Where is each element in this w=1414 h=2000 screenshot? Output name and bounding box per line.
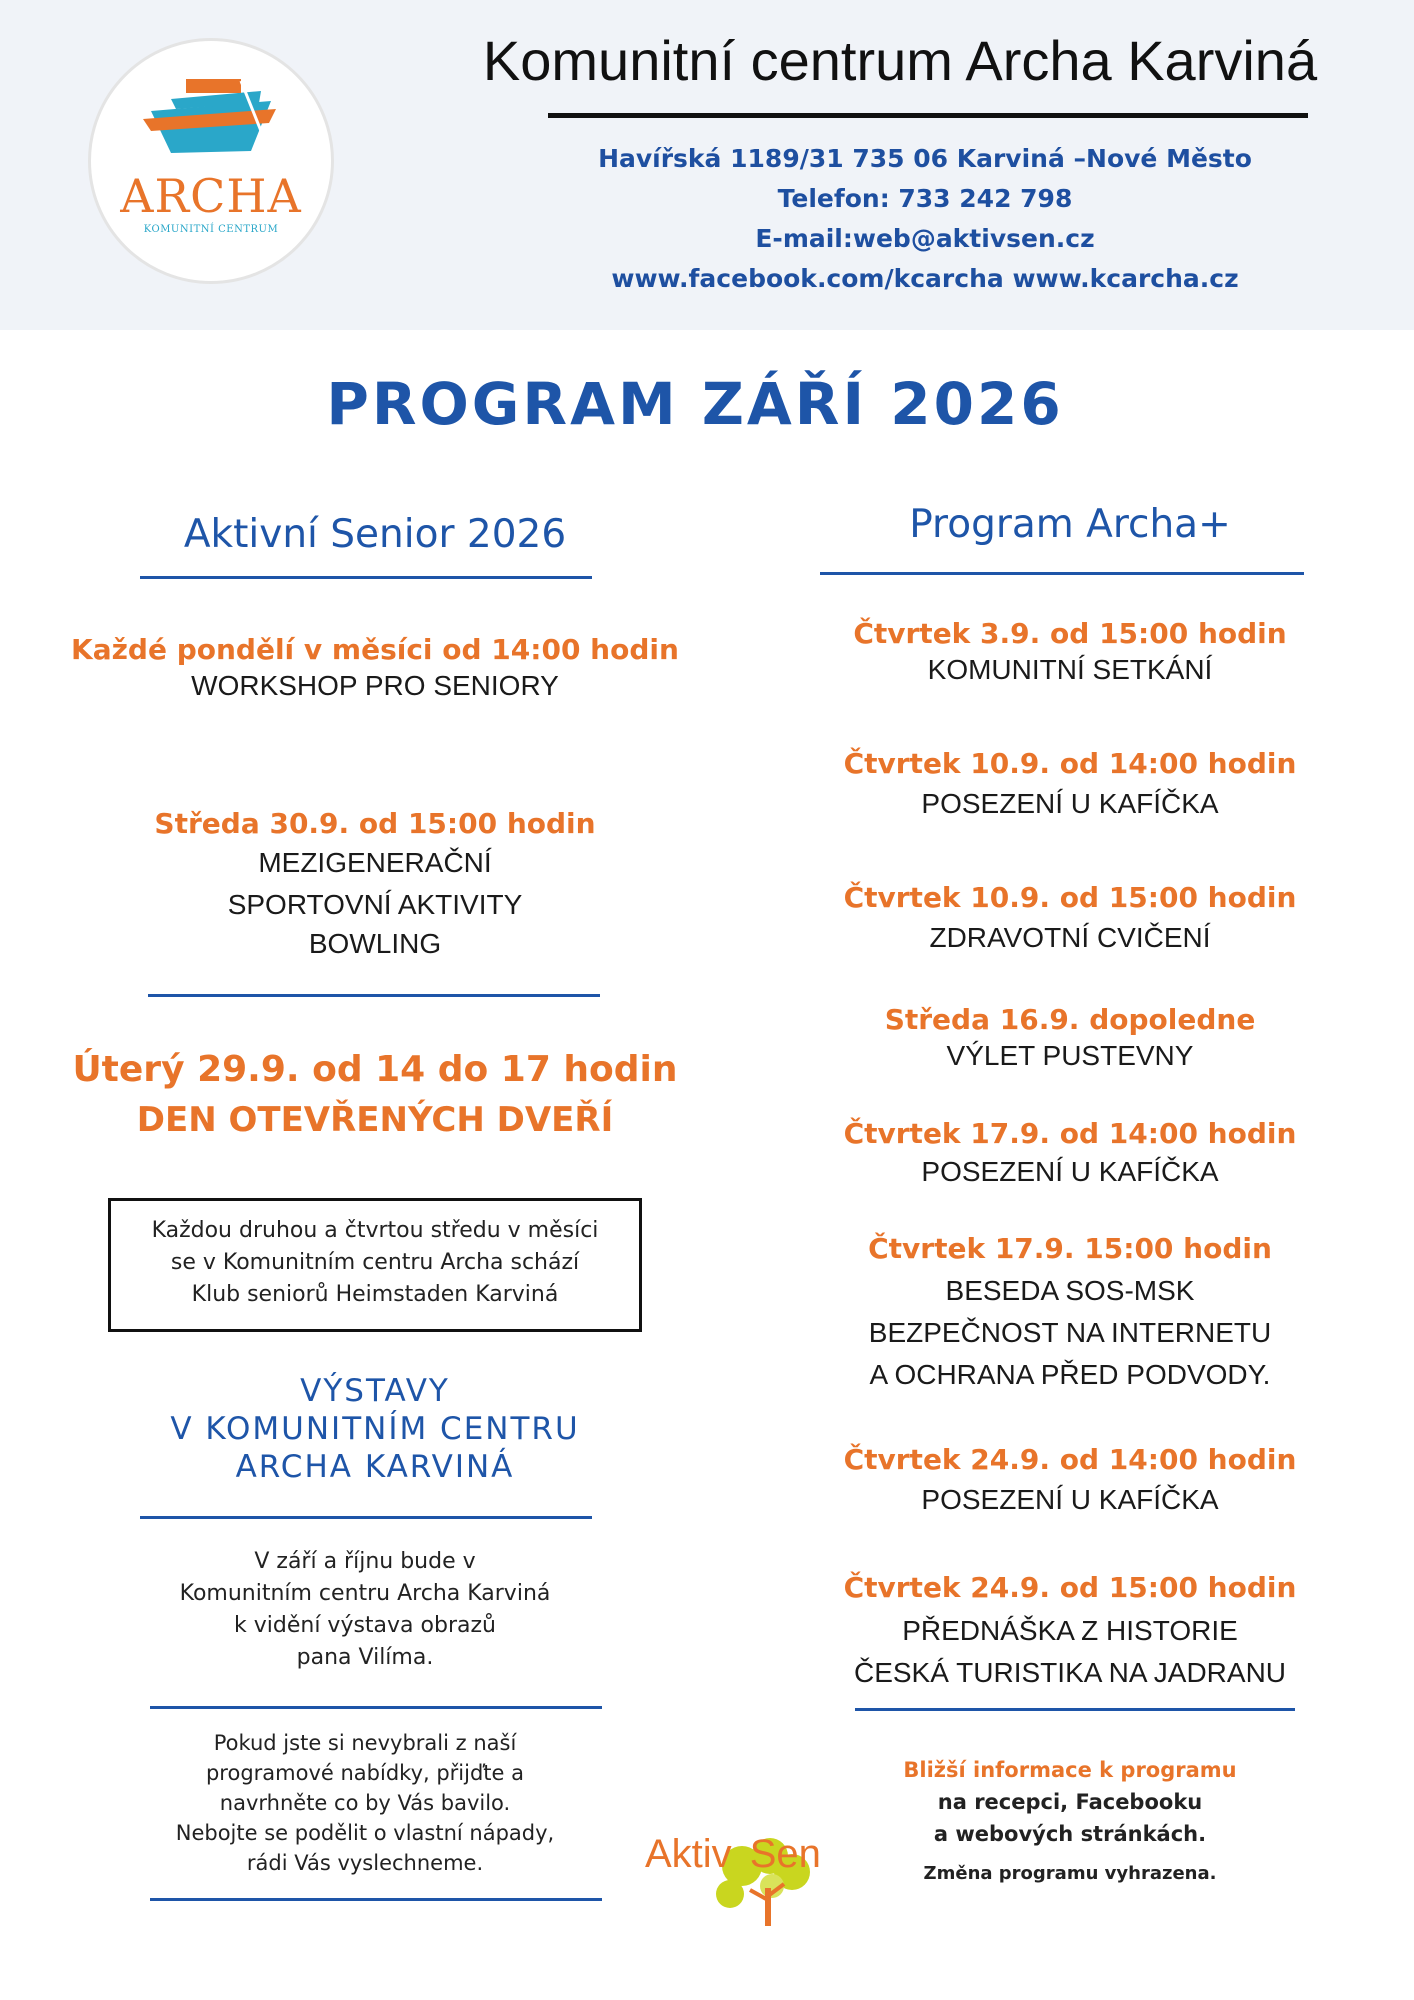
- event-coffee-2: [820, 1114, 1320, 1190]
- event-title: POSEZENÍ U KAFÍČKA: [921, 788, 1219, 819]
- event-time: Středa 16.9. dopoledne: [884, 1003, 1256, 1036]
- event-lecture: [820, 1566, 1320, 1694]
- exhibition-line: V září a říjnu bude v: [254, 1549, 476, 1574]
- left-heading: Aktivní Senior 2026: [183, 512, 567, 557]
- exhibitions-heading-line: ARCHA KARVINÁ: [235, 1449, 515, 1485]
- event-community: [820, 616, 1320, 688]
- event-time: Středa 30.9. od 15:00 hodin: [154, 807, 596, 840]
- event-talk: [820, 1228, 1320, 1396]
- invite-text: [100, 1728, 630, 1878]
- boat-icon: [91, 41, 337, 171]
- event-title: MEZIGENERAČNÍ: [258, 847, 492, 878]
- event-bowling: [60, 806, 690, 962]
- event-title: A OCHRANA PŘED PODVODY.: [869, 1359, 1271, 1390]
- event-time: Čtvrtek 3.9. od 15:00 hodin: [853, 617, 1287, 650]
- event-time: Čtvrtek 24.9. od 15:00 hodin: [843, 1571, 1297, 1604]
- club-box: [108, 1198, 642, 1332]
- event-time: Čtvrtek 24.9. od 14:00 hodin: [843, 1443, 1297, 1476]
- exhibition-line: Komunitním centru Archa Karviná: [179, 1581, 551, 1606]
- info-note: [830, 1754, 1310, 1898]
- club-text: se v Komunitním centru Archa schází: [170, 1250, 580, 1275]
- divider: [820, 572, 1304, 575]
- event-time: Čtvrtek 10.9. od 15:00 hodin: [843, 881, 1297, 914]
- open-day: [60, 1044, 690, 1144]
- phone: Telefon: 733 242 798: [777, 184, 1073, 213]
- aktivsen-right: Sen: [749, 1832, 821, 1876]
- open-day-title: DEN OTEVŘENÝCH DVEŘÍ: [136, 1100, 614, 1140]
- exhibition-line: pana Vilíma.: [296, 1645, 434, 1670]
- club-text: Každou druhou a čtvrtou středu v měsíci: [151, 1218, 599, 1243]
- logo-word: ARCHA: [120, 169, 302, 223]
- event-trip: [820, 1002, 1320, 1074]
- divider: [140, 576, 592, 579]
- invite-line: rádi Vás vyslechneme.: [246, 1851, 484, 1875]
- page-title: PROGRAM ZÁŘÍ 2026: [326, 370, 1064, 438]
- divider: [148, 994, 600, 997]
- event-time: Každé pondělí v měsíci od 14:00 hodin: [71, 633, 679, 666]
- info-line: na recepci, Facebooku: [937, 1790, 1203, 1814]
- event-time: Čtvrtek 17.9. od 14:00 hodin: [843, 1117, 1297, 1150]
- event-coffee-3: [820, 1438, 1320, 1518]
- divider: [140, 1516, 592, 1519]
- archa-logo: [88, 38, 334, 284]
- event-title: ZDRAVOTNÍ CVIČENÍ: [929, 922, 1211, 953]
- event-title: BOWLING: [308, 928, 442, 959]
- info-line: Změna programu vyhrazena.: [923, 1863, 1217, 1884]
- invite-line: Nebojte se podělit o vlastní nápady,: [175, 1821, 555, 1845]
- event-time: Čtvrtek 10.9. od 14:00 hodin: [843, 747, 1297, 780]
- divider: [150, 1898, 602, 1901]
- club-text: Klub seniorů Heimstaden Karviná: [191, 1282, 559, 1307]
- address: Havířská 1189/31 735 06 Karviná –Nové Město: [598, 144, 1252, 173]
- event-title: BEZPEČNOST NA INTERNETU: [868, 1317, 1272, 1348]
- event-title: PŘEDNÁŠKA Z HISTORIE: [902, 1615, 1238, 1646]
- invite-line: Pokud jste si nevybrali z naší: [213, 1731, 517, 1755]
- event-coffee: [820, 742, 1320, 822]
- aktivsen-logo: [645, 1832, 821, 1877]
- event-title: WORKSHOP PRO SENIORY: [191, 670, 559, 701]
- event-title: SPORTOVNÍ AKTIVITY: [227, 889, 523, 920]
- event-title: BESEDA SOS-MSK: [945, 1275, 1195, 1306]
- right-heading: Program Archa+: [909, 502, 1231, 547]
- org-title: Komunitní centrum Archa Karviná: [482, 29, 1318, 92]
- open-day-time: Úterý 29.9. od 14 do 17 hodin: [72, 1049, 678, 1090]
- event-title: KOMUNITNÍ SETKÁNÍ: [927, 654, 1213, 685]
- exhibition-text: [100, 1546, 630, 1674]
- info-line: Bližší informace k programu: [903, 1758, 1237, 1782]
- event-title: POSEZENÍ U KAFÍČKA: [921, 1156, 1219, 1187]
- aktivsen-left: Aktiv: [645, 1832, 732, 1876]
- event-workshop: [60, 632, 690, 704]
- exhibitions-heading: [100, 1372, 650, 1486]
- email: E-mail:web@aktivsen.cz: [755, 224, 1095, 253]
- event-title: ČESKÁ TURISTIKA NA JADRANU: [853, 1657, 1287, 1688]
- web-links: www.facebook.com/kcarcha www.kcarcha.cz: [611, 264, 1239, 293]
- exhibitions-heading-line: V KOMUNITNÍM CENTRU: [170, 1411, 580, 1447]
- event-title: VÝLET PUSTEVNY: [946, 1040, 1194, 1071]
- invite-line: navrhněte co by Vás bavilo.: [219, 1791, 511, 1815]
- event-time: Čtvrtek 17.9. 15:00 hodin: [868, 1232, 1272, 1265]
- exhibition-line: k vidění výstava obrazů: [234, 1613, 496, 1638]
- logo-subtext: KOMUNITNÍ CENTRUM: [143, 224, 279, 235]
- info-line: a webových stránkách.: [933, 1822, 1207, 1846]
- invite-line: programové nabídky, přijďte a: [205, 1761, 525, 1785]
- divider: [855, 1708, 1295, 1711]
- divider: [150, 1706, 602, 1709]
- exhibitions-heading-line: VÝSTAVY: [300, 1373, 450, 1409]
- event-exercise: [820, 876, 1320, 956]
- event-title: POSEZENÍ U KAFÍČKA: [921, 1484, 1219, 1515]
- title-rule: [548, 113, 1308, 118]
